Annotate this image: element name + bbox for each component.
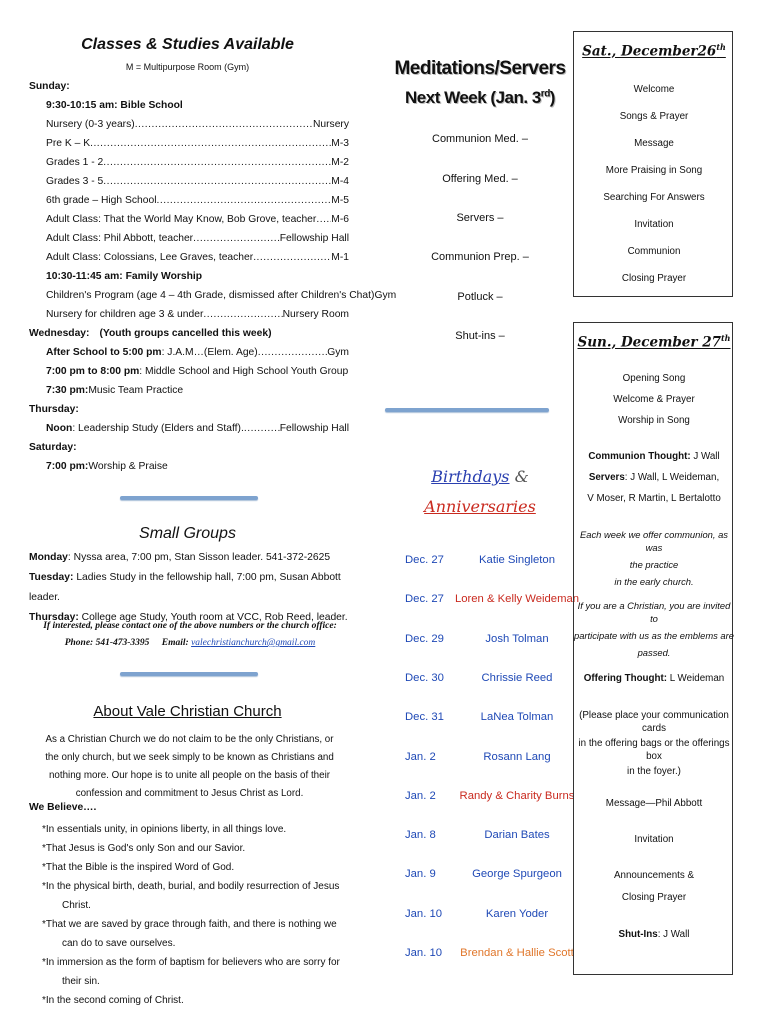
small-group-item: [29, 568, 349, 608]
saturday-time: 7:00 pm:: [46, 461, 89, 472]
servers-line: Servers: J Wall, L Weideman,: [588, 472, 720, 483]
sunday-heading: Sun., December 27th: [577, 333, 731, 351]
birthday-name: Katie Singleton: [479, 554, 555, 566]
birthday-row: [405, 868, 580, 884]
offering-thought: Offering Thought: L Weideman: [583, 673, 725, 684]
childrens-program-room: Gym: [374, 290, 397, 301]
small-group-day: Thursday:: [29, 612, 79, 623]
youth-desc: : Middle School and High School Youth Group: [139, 366, 349, 377]
birthday-row: [405, 790, 580, 806]
birthdays-title: [390, 462, 570, 522]
wednesday-label: Wednesday:: [29, 328, 90, 339]
birthdays-amp: &: [509, 467, 529, 486]
leader-dots: [103, 172, 331, 191]
birthday-row: [405, 908, 580, 924]
nursery-room: Nursery Room: [282, 309, 349, 320]
anniversaries-word: Anniversaries: [424, 497, 536, 516]
meditation-item: Communion Med. –: [432, 133, 528, 145]
leader-dots: [253, 248, 331, 267]
class-name: Grades 3 - 5: [46, 176, 104, 187]
nursery-row: [29, 305, 349, 324]
birthday-name: Brendan & Hallie Scott: [460, 947, 574, 959]
saturday-desc: Worship & Praise: [88, 461, 168, 472]
birthday-date: Jan. 10: [405, 947, 443, 959]
youth-time: 7:00 pm to 8:00 pm: [46, 366, 140, 377]
birthday-date: Dec. 29: [405, 632, 444, 645]
small-group-item: [29, 548, 349, 568]
sunday-service-box: [573, 322, 733, 975]
birthday-name: Josh Tolman: [485, 632, 549, 645]
birthday-name: Loren & Kelly Weideman: [454, 593, 580, 606]
class-row: [29, 191, 349, 210]
meditations-title: Meditations/Servers: [394, 58, 566, 79]
music-row: [29, 381, 349, 400]
noon-room: Fellowship Hall: [279, 423, 349, 434]
class-row: [29, 248, 349, 267]
noon-row: [29, 419, 349, 438]
saturday-row: [29, 457, 349, 476]
class-row: [29, 172, 349, 191]
classes-subtitle: M = Multipurpose Room (Gym): [125, 62, 250, 72]
leader-dots: [258, 343, 328, 362]
thursday-label: Thursday:: [29, 404, 79, 415]
leader-dots: [244, 419, 280, 438]
music-desc: Music Team Practice: [88, 385, 184, 396]
after-school-time: After School to 5:00 pm: [46, 347, 162, 358]
birthday-date: Dec. 30: [405, 671, 444, 684]
small-group-desc: College age Study, Youth room at VCC, Rob Reed, leader.: [78, 612, 348, 623]
contact-details: [20, 635, 360, 652]
class-row: [29, 115, 349, 134]
class-row: [29, 210, 349, 229]
family-worship-heading: 10:30-11:45 am: Family Worship: [46, 271, 203, 282]
about-title: About Vale Christian Church: [93, 703, 282, 720]
birthday-date: Jan. 2: [405, 789, 436, 802]
contact-email-link[interactable]: valechristianchurch@gmail.com: [191, 638, 316, 648]
servers-line-2: V Moser, R Martin, L Bertalotto: [587, 493, 721, 504]
leader-dots: [193, 229, 280, 248]
birthday-name: Darian Bates: [484, 829, 550, 842]
leader-dots: [103, 153, 331, 172]
communion-thought: Communion Thought: J Wall: [588, 451, 720, 462]
believe-heading: We Believe….: [29, 802, 97, 813]
contact-email-label: Email:: [161, 638, 189, 648]
birthday-row: [405, 593, 580, 609]
birthday-row: [405, 829, 580, 845]
class-name: Nursery (0-3 years): [46, 119, 135, 130]
youth-row: [29, 362, 349, 381]
birthday-row: [405, 711, 580, 727]
class-room: Nursery: [312, 119, 349, 130]
belief-item: *In essentials unity, in opinions liberty, in all things love.: [42, 824, 287, 835]
noon-desc: : Leadership Study (Elders and Staff).: [72, 423, 244, 434]
class-name: Grades 1 - 2: [46, 157, 104, 168]
birthday-name: George Spurgeon: [472, 868, 562, 881]
class-room: M-3: [331, 138, 349, 149]
class-room: Fellowship Hall: [279, 233, 349, 244]
belief-item: *That Jesus is God's only Son and our Savior.: [42, 843, 246, 854]
sunday-label: Sunday:: [29, 81, 70, 92]
contact-line: If interested, please contact one of the above numbers or the church office:: [43, 621, 337, 631]
class-room: M-6: [331, 214, 349, 225]
meditation-item: Communion Prep. –: [431, 251, 529, 263]
service-item: Closing Prayer: [621, 273, 687, 284]
meditation-item: Offering Med. –: [442, 173, 518, 185]
class-row: [29, 229, 349, 248]
birthday-name: LaNea Tolman: [480, 711, 554, 724]
music-time: 7:30 pm:: [46, 385, 89, 396]
meditations-subtitle: Next Week (Jan. 3rd): [405, 88, 555, 107]
belief-item: *In the physical birth, death, burial, and bodily resurrection of Jesus Christ.: [42, 881, 340, 911]
childrens-program-row: [29, 286, 397, 305]
service-item: Songs & Prayer: [619, 111, 689, 122]
after-school-desc: : J.A.M…(Elem. Age): [161, 347, 258, 358]
service-item: Invitation: [634, 219, 674, 230]
birthday-row: [405, 633, 580, 649]
class-name: Adult Class: Colossians, Lee Graves, teacher: [46, 252, 254, 263]
service-item: Opening Song: [622, 373, 686, 384]
birthday-date: Dec. 27: [405, 554, 444, 566]
service-item: Communion: [627, 246, 681, 257]
birthday-row: [405, 672, 580, 688]
birthday-date: Jan. 10: [405, 907, 443, 920]
class-row: [29, 134, 349, 153]
class-name: Adult Class: Phil Abbott, teacher: [46, 233, 194, 244]
class-room: M-2: [331, 157, 349, 168]
section-divider: [120, 496, 258, 500]
nursery-children: Nursery for children age 3 & under: [46, 309, 204, 320]
belief-item: *That we are saved by grace through faith, and there is nothing we can do to save ourselves.: [42, 919, 337, 949]
birthday-row: [405, 751, 580, 767]
service-item: Worship in Song: [618, 415, 690, 426]
class-room: M-1: [331, 252, 349, 263]
service-item: Welcome & Prayer: [613, 394, 695, 405]
birthday-date: Dec. 31: [405, 711, 444, 724]
invitation-line: Invitation: [634, 834, 674, 845]
wednesday-row: [29, 324, 349, 343]
birthday-name: Rosann Lang: [483, 750, 551, 763]
small-group-desc: : Nyssa area, 7:00 pm, Stan Sisson leader. 541-372-2625: [67, 552, 331, 563]
leader-dots: [90, 134, 331, 153]
meditation-item: Servers –: [456, 212, 504, 224]
beliefs-list: [42, 820, 352, 1010]
noon-time: Noon: [46, 423, 73, 434]
section-divider: [120, 672, 258, 676]
shut-ins-line: Shut-Ins: J Wall: [618, 929, 690, 940]
leader-dots: [135, 115, 313, 134]
small-group-day: Tuesday:: [29, 572, 74, 583]
after-school-room: Gym: [327, 347, 349, 358]
small-groups-list: [29, 548, 349, 628]
birthday-name: Chrissie Reed: [481, 671, 553, 684]
wednesday-note: (Youth groups cancelled this week): [99, 328, 272, 339]
announcements-line: Announcements & Closing Prayer: [613, 870, 695, 903]
saturday-service-box: [573, 31, 733, 297]
contact-info: [20, 618, 360, 652]
meditation-item: Potluck –: [457, 291, 503, 303]
class-room: M-5: [331, 195, 349, 206]
contact-phone: Phone: 541-473-3395: [64, 638, 150, 648]
section-divider: [385, 408, 549, 412]
bible-school-heading: 9:30-10:15 am: Bible School: [46, 100, 183, 111]
class-row: [29, 153, 349, 172]
birthday-name: Karen Yoder: [485, 907, 549, 920]
about-paragraph: As a Christian Church we do not claim to be the only Christians, or the only church, but we seek simply to be known as Christians and nothing more. Our hope is to unite all people on the basis of their confession and commitment to Jesus Christ as Lord.: [45, 734, 334, 799]
saturday-heading: Sat., December26th: [582, 42, 726, 60]
communion-note: Each week we offer communion, as was the practice in the early church.: [580, 529, 728, 587]
childrens-program: Children's Program (age 4 – 4th Grade, dismissed after Children's Chat): [46, 290, 375, 301]
birthday-date: Dec. 27: [405, 593, 444, 606]
leader-dots: [203, 305, 282, 324]
class-name: 6th grade – High School: [46, 195, 157, 206]
class-name: Pre K – K: [46, 138, 91, 149]
classes-title: Classes & Studies Available: [81, 36, 294, 53]
small-groups-title: Small Groups: [139, 525, 236, 542]
birthday-date: Jan. 8: [405, 829, 436, 842]
belief-item: *In immersion as the form of baptism for believers who are sorry for their sin.: [42, 957, 340, 987]
birthday-date: Jan. 2: [405, 750, 436, 763]
leader-dots: [316, 210, 331, 229]
invite-note: If you are a Christian, you are invited to participate with us as the emblems are passed.: [574, 600, 734, 658]
birthday-row: [405, 554, 580, 570]
leader-dots: [156, 191, 331, 210]
service-item: More Praising in Song: [605, 165, 703, 176]
meditation-item: Shut-ins –: [455, 330, 505, 342]
birthday-row: [405, 947, 580, 963]
belief-item: *In the second coming of Christ.: [42, 995, 184, 1006]
class-room: M-4: [331, 176, 349, 187]
service-item: Message: [634, 138, 674, 149]
belief-item: *That the Bible is the inspired Word of God.: [42, 862, 235, 873]
class-name: Adult Class: That the World May Know, Bob Grove, teacher: [46, 214, 317, 225]
saturday-label: Saturday:: [29, 442, 77, 453]
small-group-day: Monday: [29, 552, 68, 563]
small-group-desc: Ladies Study in the fellowship hall, 7:00 pm, Susan Abbott leader.: [29, 572, 341, 603]
birthday-date: Jan. 9: [405, 868, 436, 881]
birthday-name: Randy & Charity Burns: [459, 789, 575, 802]
offering-note: (Please place your communication cards in the offering bags or the offerings box in the foyer.): [578, 710, 730, 777]
service-item: Welcome: [633, 84, 675, 95]
after-school-row: [29, 343, 349, 362]
birthdays-word: Birthdays: [431, 467, 510, 486]
service-item: Searching For Answers: [603, 192, 705, 203]
schedule: [29, 77, 397, 476]
message-line: Message—Phil Abbott: [605, 798, 703, 809]
